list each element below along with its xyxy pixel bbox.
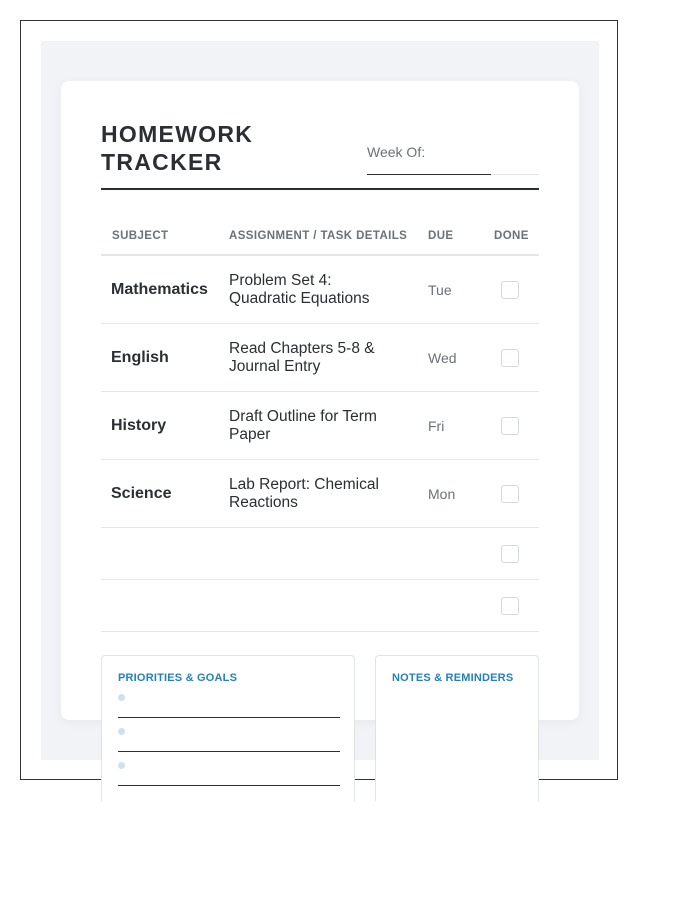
row-task: Draft Outline for Term Paper	[229, 407, 377, 443]
column-header-due: DUE	[428, 230, 454, 242]
notes-box	[375, 655, 539, 801]
done-checkbox[interactable]	[501, 545, 519, 563]
column-header-task: ASSIGNMENT / TASK DETAILS	[229, 230, 408, 242]
row-task: Read Chapters 5-8 & Journal Entry	[229, 339, 375, 375]
row-subject: History	[111, 416, 167, 434]
done-checkbox[interactable]	[501, 597, 519, 615]
row-due: Fri	[428, 417, 445, 434]
priority-line[interactable]	[118, 751, 340, 752]
done-checkbox[interactable]	[501, 485, 519, 503]
table-row	[101, 324, 539, 392]
empty-table-row	[101, 528, 539, 580]
bottom-sections	[101, 655, 539, 801]
bullet-icon	[118, 728, 125, 735]
priority-line[interactable]	[118, 717, 340, 718]
empty-table-row	[101, 580, 539, 632]
column-header-subject: SUBJECT	[112, 230, 169, 242]
week-of-label: Week Of:	[367, 144, 426, 160]
priority-line[interactable]	[118, 785, 340, 786]
row-due: Tue	[428, 281, 452, 298]
tracker-header	[101, 120, 539, 190]
row-task: Problem Set 4: Quadratic Equations	[229, 271, 370, 307]
bullet-icon	[118, 694, 125, 701]
week-of-field[interactable]	[367, 174, 491, 175]
priorities-box	[101, 655, 355, 801]
tracker-content	[101, 120, 539, 632]
row-subject: Mathematics	[111, 280, 208, 298]
notes-title: NOTES & REMINDERS	[392, 672, 514, 684]
table-header	[101, 190, 539, 256]
row-due: Mon	[428, 485, 456, 502]
table-row	[101, 460, 539, 528]
done-checkbox[interactable]	[501, 417, 519, 435]
row-task: Lab Report: Chemical Reactions	[229, 475, 379, 511]
priorities-title: PRIORITIES & GOALS	[118, 672, 238, 684]
row-subject: English	[111, 348, 169, 366]
row-due: Wed	[428, 349, 457, 366]
bullet-icon	[118, 762, 125, 769]
week-of-field-tail	[491, 174, 539, 175]
table-row	[101, 256, 539, 324]
row-subject: Science	[111, 484, 172, 502]
done-checkbox[interactable]	[501, 281, 519, 299]
table-row	[101, 392, 539, 460]
column-header-done: DONE	[494, 230, 529, 242]
done-checkbox[interactable]	[501, 349, 519, 367]
page-title: HOMEWORK TRACKER	[101, 121, 254, 175]
